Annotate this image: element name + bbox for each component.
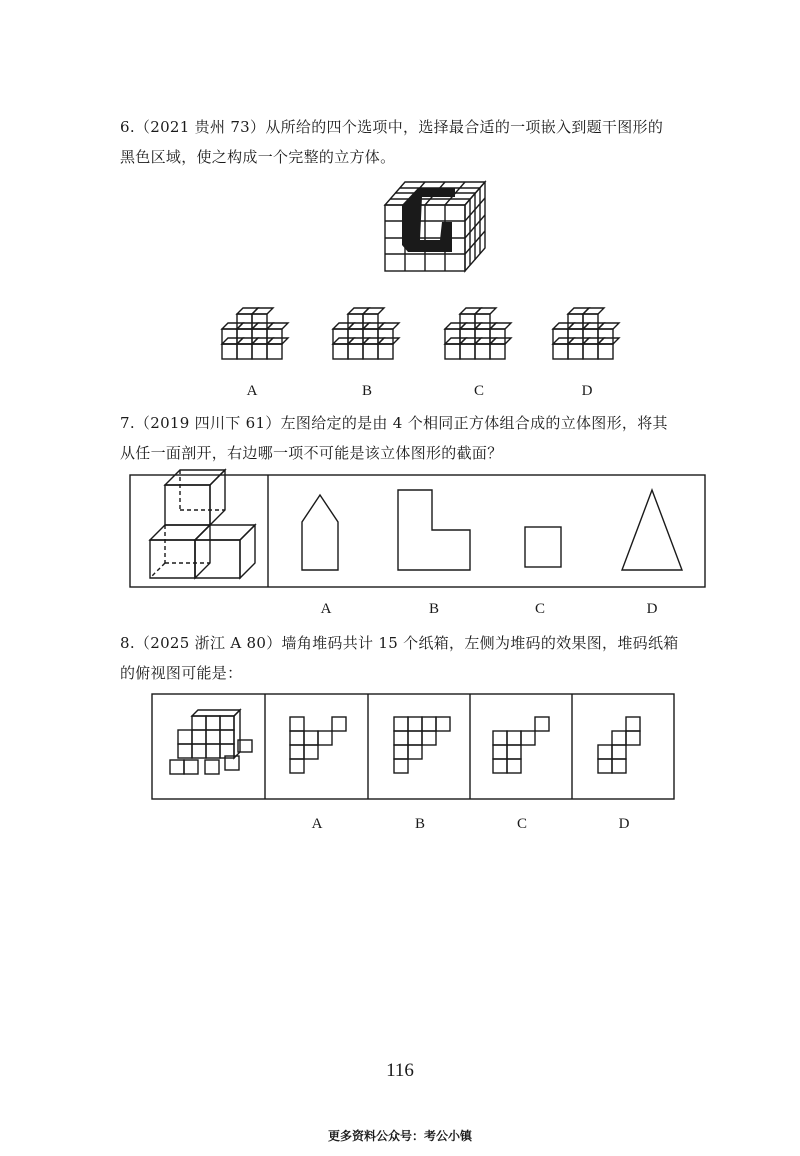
q6-option-b-label[interactable]: B (361, 383, 372, 399)
page-number: 116 (386, 1060, 414, 1081)
q8-option-b-label[interactable]: B (414, 816, 425, 832)
q8-stack-figure (170, 710, 252, 774)
q6-option-a-label[interactable]: A (246, 383, 258, 399)
q8-option-b-grid (394, 717, 450, 773)
q7-option-d-label[interactable]: D (646, 601, 658, 617)
q6-text-line1: （2021 贵州 73）从所给的四个选项中，选择最合适的一项嵌入到题干图形的 (134, 118, 664, 136)
q7-option-b-label[interactable]: B (428, 601, 439, 617)
q6-line2: 黑色区域，使之构成一个完整的立方体。 (120, 148, 396, 166)
q8-option-a-grid (290, 717, 346, 773)
q6-option-c-label[interactable]: C (473, 383, 484, 399)
q7-number: 7. (120, 414, 135, 432)
q8-number: 8. (120, 634, 135, 652)
footer-note: 更多资料公众号：考公小镇 (327, 1129, 472, 1143)
q7-line2: 从任一面剖开，右边哪一项不可能是该立体图形的截面？ (120, 444, 503, 462)
q8-option-d-label[interactable]: D (618, 816, 630, 832)
q7-option-c-label[interactable]: C (534, 601, 545, 617)
q8-line2: 的俯视图可能是： (120, 664, 243, 682)
q6-number: 6. (120, 118, 135, 136)
q8-option-c-grid (493, 717, 549, 773)
q7-option-a-label[interactable]: A (320, 601, 332, 617)
q6-option-d-label[interactable]: D (581, 383, 593, 399)
q7-text-line1: （2019 四川下 61）左图给定的是由 4 个相同正方体组合成的立体图形，将其 (134, 414, 668, 432)
q8-option-c-label[interactable]: C (516, 816, 527, 832)
q8-text-line1: （2025 浙江 A 80）墙角堆码共计 15 个纸箱，左侧为堆码的效果图，堆码纸箱 (134, 634, 679, 652)
q8-option-d-grid (598, 717, 640, 773)
q8-option-a-label[interactable]: A (311, 816, 323, 832)
